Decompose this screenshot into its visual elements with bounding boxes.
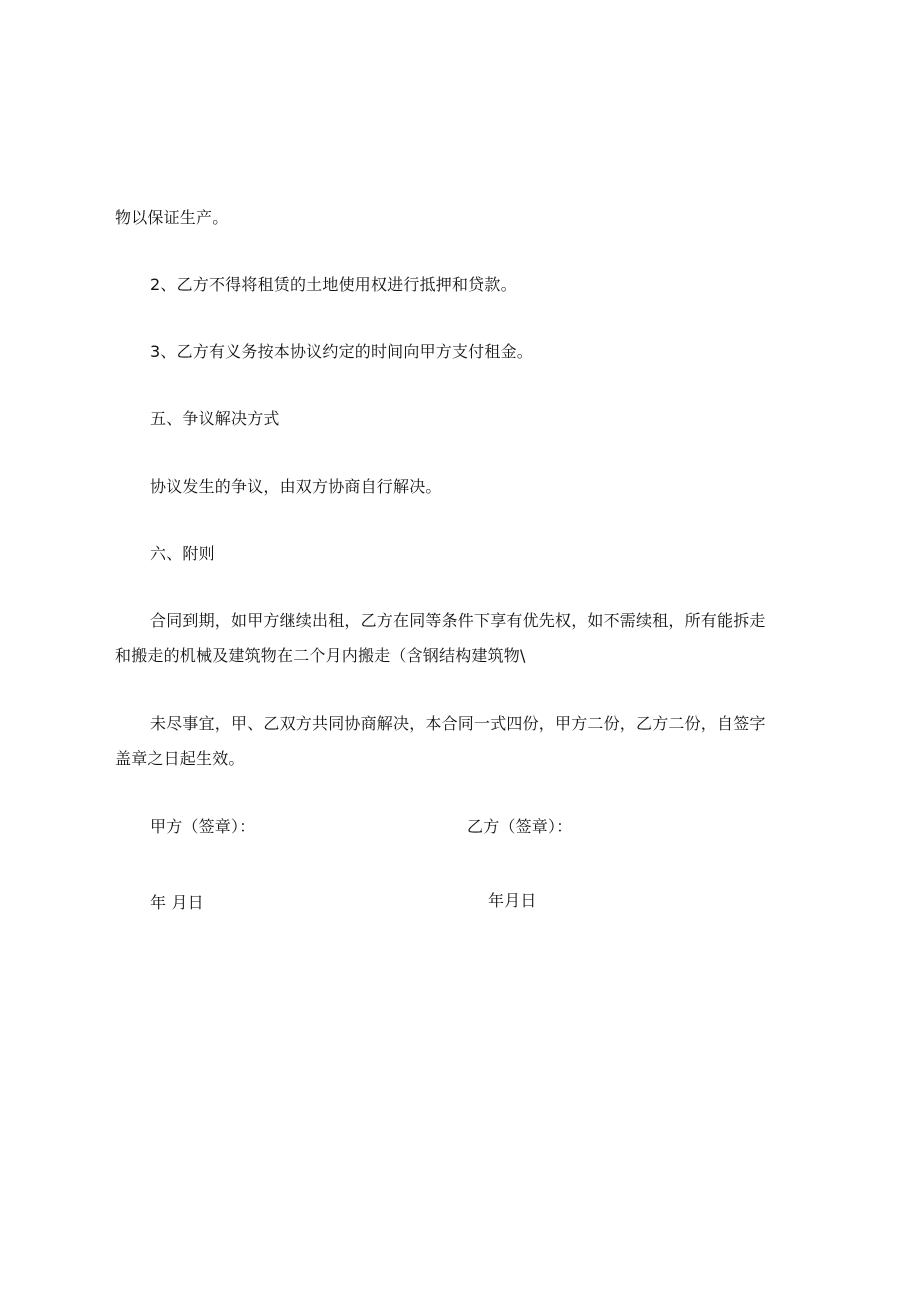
party-a-signature-label: 甲方（签章）： xyxy=(150,817,256,836)
expiry-paragraph-line-1: 合同到期，如甲方继续出租，乙方在同等条件下享有优先权，如不需续租，所有能拆走 xyxy=(150,611,766,630)
paragraph-continuation: 物以保证生产。 xyxy=(115,208,229,227)
clause-2: 2、乙方不得将租赁的土地使用权进行抵押和贷款。 xyxy=(150,275,517,294)
expiry-paragraph-line-2: 和搬走的机械及建筑物在二个月内搬走（含钢结构建筑物\ xyxy=(115,646,526,665)
party-a-date-label: 年 月日 xyxy=(150,893,204,912)
clause-3: 3、乙方有义务按本协议约定的时间向甲方支付租金。 xyxy=(150,342,533,361)
party-b-date-label: 年月日 xyxy=(488,891,537,910)
section-heading-5: 五、争议解决方式 xyxy=(150,409,280,428)
misc-paragraph-line-1: 未尽事宜，甲、乙双方共同协商解决，本合同一式四份，甲方二份，乙方二份，自签字 xyxy=(150,714,766,733)
party-b-signature-label: 乙方（签章）： xyxy=(467,817,573,836)
misc-paragraph-line-2: 盖章之日起生效。 xyxy=(115,749,245,768)
dispute-paragraph: 协议发生的争议，由双方协商自行解决。 xyxy=(150,477,442,496)
section-heading-6: 六、附则 xyxy=(150,544,215,563)
